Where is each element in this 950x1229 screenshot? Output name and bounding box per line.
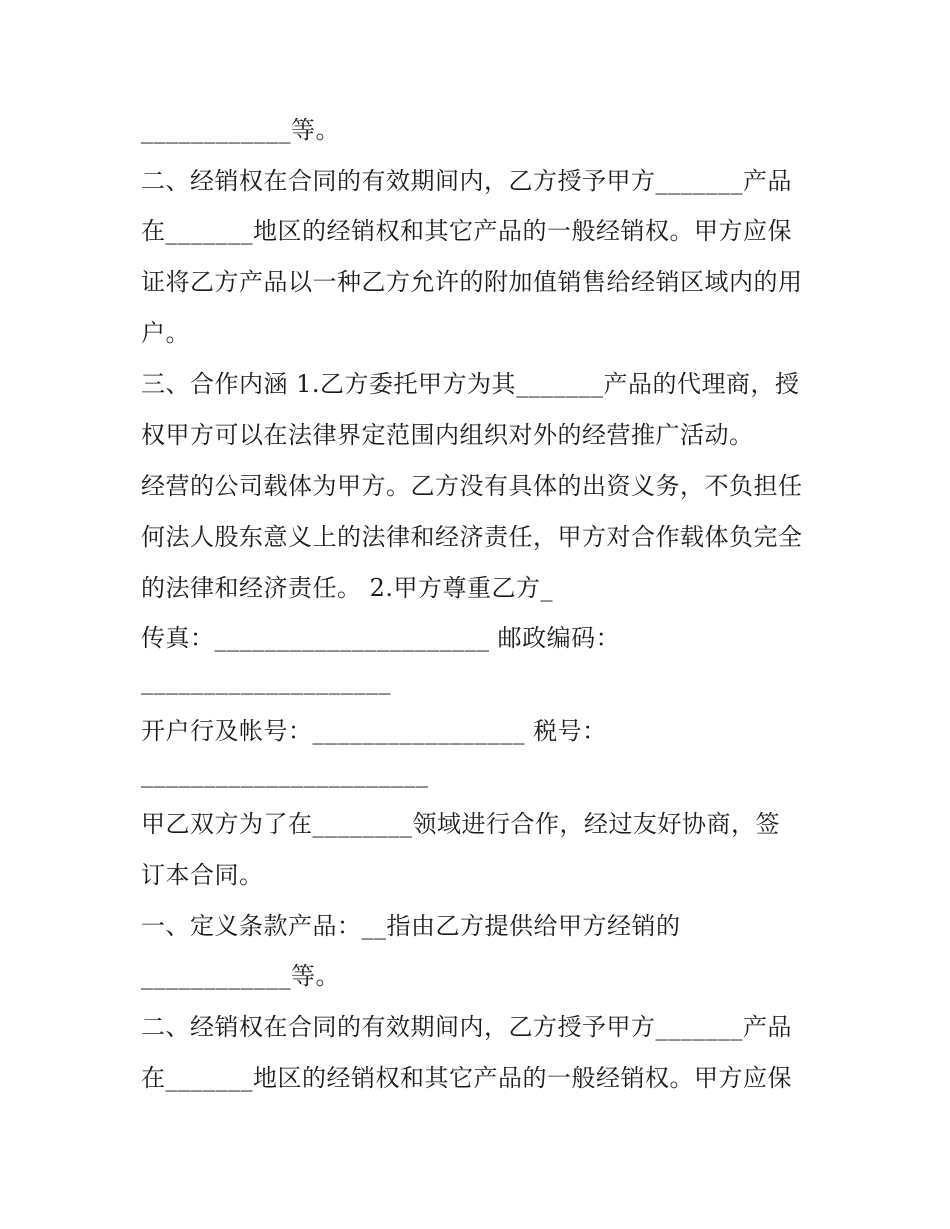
text-line: 的法律和经济责任。 2.甲方尊重乙方_ [141,574,554,602]
text-line: 经营的公司载体为甲方。乙方没有具体的出资义务，不负担任 [141,472,803,500]
text-line: 传真：______________________ 邮政编码： [141,624,621,652]
text-line: ____________________ [141,667,391,695]
text-line: 在_______地区的经销权和其它产品的一般经销权。甲方应保 [141,1064,792,1092]
text-line: 二、经销权在合同的有效期间内，乙方授予甲方_______产品 [141,1013,792,1041]
text-line: 权甲方可以在法律界定范围内组织对外的经营推广活动。 [141,421,754,449]
text-line: 甲乙双方为了在________领域进行合作，经过友好协商，签 [141,810,780,838]
text-line: 二、经销权在合同的有效期间内，乙方授予甲方_______产品 [141,167,792,195]
text-line: 何法人股东意义上的法律和经济责任，甲方对合作载体负完全 [141,523,803,551]
text-line: 一、定义条款产品：__指由乙方提供给甲方经销的 [141,912,681,940]
text-line: ____________等。 [141,116,340,144]
text-line: 证将乙方产品以一种乙方允许的附加值销售给经销区域内的用 [141,268,803,296]
text-line: 订本合同。 [141,861,264,889]
text-line: ____________等。 [141,962,340,990]
text-line: 三、合作内涵 1.乙方委托甲方为其_______产品的代理商，授 [141,370,800,398]
text-line: 开户行及帐号：_________________ 税号： [141,717,607,745]
text-line: 户。 [141,319,190,347]
text-line: _______________________ [141,760,429,788]
text-line: 在_______地区的经销权和其它产品的一般经销权。甲方应保 [141,217,792,245]
